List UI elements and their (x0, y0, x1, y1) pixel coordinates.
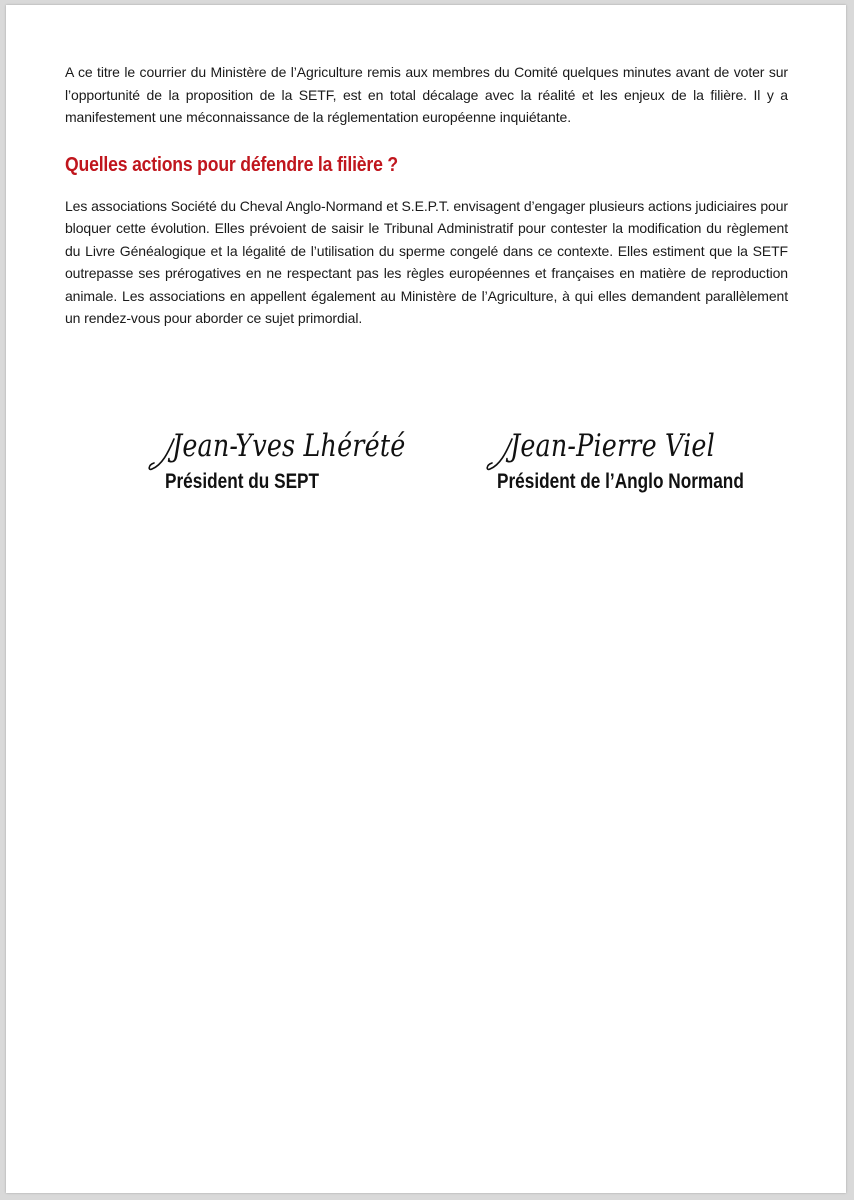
signature-name-sept: Jean-Yves Lhérété (172, 428, 406, 464)
signature-name-anglo-normand: Jean-Pierre Viel (510, 428, 715, 464)
paragraph-ministere: A ce titre le courrier du Ministère de l’Agriculture remis aux membres du Comité quelques minutes avant de voter sur l’opportunité de la proposition de la SETF, est en total décalage avec la réalité et les enjeux de la filière. Il y a manifestement une méconnaissance de la réglementation européenne inquiétante. (65, 64, 788, 125)
signature-title-anglo-normand: Président de l’Anglo Normand (497, 470, 744, 493)
document-body (65, 61, 788, 330)
signature-title-sept: Président du SEPT (165, 470, 320, 493)
paragraph-actions: Les associations Société du Cheval Anglo-Normand et S.E.P.T. envisagent d’engager plusieurs actions judiciaires pour bloquer cette évolution. Elles prévoient de saisir le Tribunal Administratif pour contester la modification du règlement du Livre Généalogique et la légalité de l’utilisation du sperme congelé dans ce contexte. Elles estiment que la SETF outrepasse ses prérogatives en ne respectant pas les règles européennes et françaises en matière de reproduction animale. Les associations en appellent également au Ministère de l’Agriculture, à qui elles demandent parallèlement un rendez-vous pour aborder ce sujet primordial. (65, 197, 788, 326)
document-page (6, 5, 846, 1193)
section-heading: Quelles actions pour défendre la filière ? (65, 153, 398, 176)
